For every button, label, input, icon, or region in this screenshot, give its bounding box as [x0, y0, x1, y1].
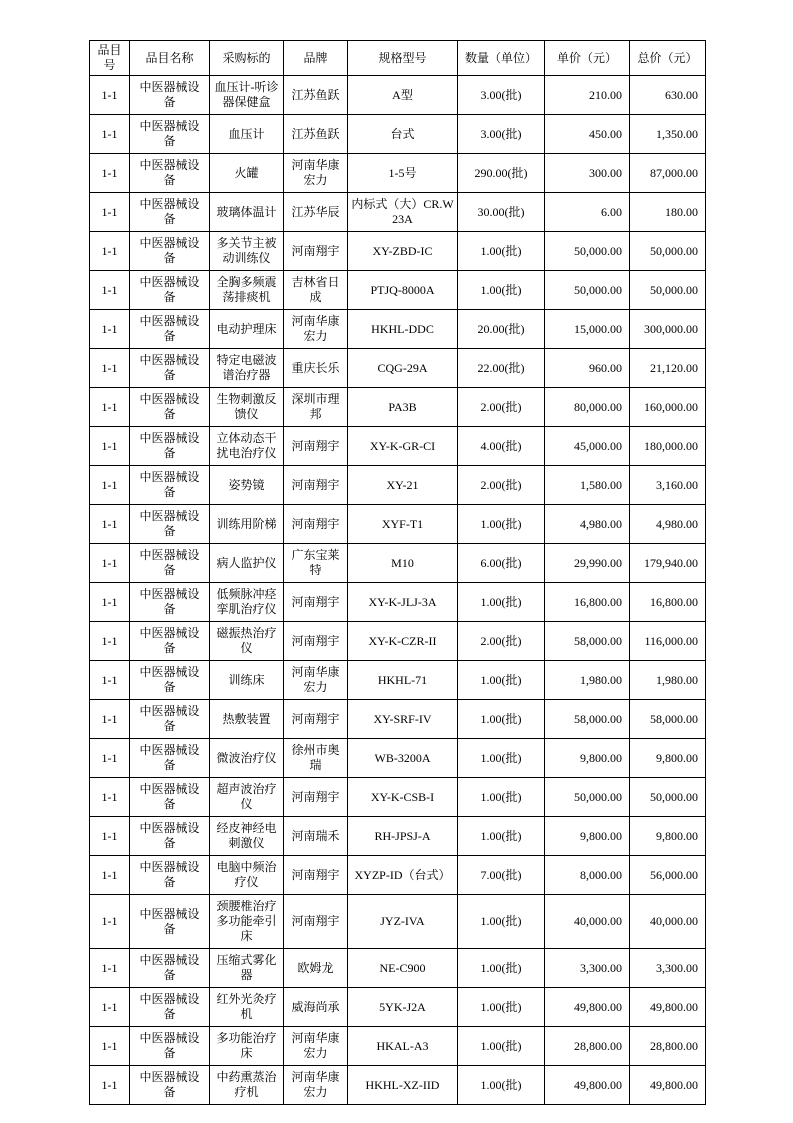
- cell-item-name: 中医器械设备: [130, 817, 210, 856]
- cell-subject: 压缩式雾化器: [210, 949, 284, 988]
- cell-item-name: 中医器械设备: [130, 349, 210, 388]
- cell-item-name: 中医器械设备: [130, 505, 210, 544]
- cell-quantity: 1.00(批): [458, 232, 545, 271]
- cell-subject: 病人监护仪: [210, 544, 284, 583]
- cell-quantity: 22.00(批): [458, 349, 545, 388]
- table-row: [90, 544, 706, 583]
- cell-quantity: 7.00(批): [458, 856, 545, 895]
- cell-model: HKHL-DDC: [348, 310, 458, 349]
- table-row: [90, 427, 706, 466]
- table-row: [90, 949, 706, 988]
- cell-subject: 热敷装置: [210, 700, 284, 739]
- cell-total-price: 300,000.00: [630, 310, 706, 349]
- cell-item-name: 中医器械设备: [130, 700, 210, 739]
- cell-model: RH-JPSJ-A: [348, 817, 458, 856]
- cell-item-no: 1-1: [90, 427, 130, 466]
- table-row: [90, 310, 706, 349]
- cell-brand: 河南翔宇: [284, 466, 348, 505]
- cell-unit-price: 6.00: [545, 193, 630, 232]
- cell-brand: 河南翔宇: [284, 622, 348, 661]
- cell-brand: 河南翔宇: [284, 505, 348, 544]
- cell-model: WB-3200A: [348, 739, 458, 778]
- table-row: [90, 700, 706, 739]
- cell-subject: 微波治疗仪: [210, 739, 284, 778]
- cell-total-price: 116,000.00: [630, 622, 706, 661]
- cell-unit-price: 9,800.00: [545, 739, 630, 778]
- header-total-price: 总价（元）: [630, 41, 706, 76]
- cell-item-name: 中医器械设备: [130, 739, 210, 778]
- cell-model: XY-K-CSB-I: [348, 778, 458, 817]
- cell-brand: 河南华康宏力: [284, 154, 348, 193]
- cell-quantity: 3.00(批): [458, 76, 545, 115]
- cell-item-name: 中医器械设备: [130, 778, 210, 817]
- cell-item-no: 1-1: [90, 193, 130, 232]
- cell-total-price: 49,800.00: [630, 1066, 706, 1105]
- cell-unit-price: 8,000.00: [545, 856, 630, 895]
- cell-unit-price: 80,000.00: [545, 388, 630, 427]
- cell-item-name: 中医器械设备: [130, 895, 210, 949]
- cell-unit-price: 50,000.00: [545, 271, 630, 310]
- cell-item-no: 1-1: [90, 310, 130, 349]
- cell-unit-price: 450.00: [545, 115, 630, 154]
- cell-brand: 河南翔宇: [284, 427, 348, 466]
- cell-subject: 训练用阶梯: [210, 505, 284, 544]
- cell-model: XY-SRF-IV: [348, 700, 458, 739]
- cell-model: HKHL-XZ-IID: [348, 1066, 458, 1105]
- cell-quantity: 1.00(批): [458, 988, 545, 1027]
- cell-item-no: 1-1: [90, 739, 130, 778]
- cell-quantity: 1.00(批): [458, 271, 545, 310]
- cell-total-price: 4,980.00: [630, 505, 706, 544]
- cell-item-no: 1-1: [90, 115, 130, 154]
- cell-quantity: 3.00(批): [458, 115, 545, 154]
- cell-model: XY-K-CZR-II: [348, 622, 458, 661]
- cell-item-no: 1-1: [90, 622, 130, 661]
- cell-item-name: 中医器械设备: [130, 949, 210, 988]
- cell-unit-price: 960.00: [545, 349, 630, 388]
- cell-model: HKAL-A3: [348, 1027, 458, 1066]
- cell-model: XY-ZBD-IC: [348, 232, 458, 271]
- cell-unit-price: 49,800.00: [545, 1066, 630, 1105]
- cell-unit-price: 210.00: [545, 76, 630, 115]
- cell-model: 内标式（大）CR.W23A: [348, 193, 458, 232]
- cell-unit-price: 58,000.00: [545, 622, 630, 661]
- cell-brand: 吉林省日成: [284, 271, 348, 310]
- header-item-no: 品目号: [90, 41, 130, 76]
- cell-item-no: 1-1: [90, 232, 130, 271]
- table-row: [90, 154, 706, 193]
- table-row: [90, 661, 706, 700]
- cell-subject: 特定电磁波谱治疗器: [210, 349, 284, 388]
- cell-item-no: 1-1: [90, 544, 130, 583]
- cell-subject: 超声波治疗仪: [210, 778, 284, 817]
- cell-total-price: 21,120.00: [630, 349, 706, 388]
- cell-quantity: 30.00(批): [458, 193, 545, 232]
- cell-brand: 广东宝莱特: [284, 544, 348, 583]
- cell-quantity: 1.00(批): [458, 778, 545, 817]
- cell-subject: 电动护理床: [210, 310, 284, 349]
- cell-model: 5YK-J2A: [348, 988, 458, 1027]
- cell-quantity: 4.00(批): [458, 427, 545, 466]
- cell-model: CQG-29A: [348, 349, 458, 388]
- cell-quantity: 1.00(批): [458, 949, 545, 988]
- cell-item-name: 中医器械设备: [130, 856, 210, 895]
- table-row: [90, 895, 706, 949]
- cell-subject: 红外光灸疗机: [210, 988, 284, 1027]
- table-row: [90, 388, 706, 427]
- cell-item-no: 1-1: [90, 583, 130, 622]
- cell-model: XY-21: [348, 466, 458, 505]
- table-row: [90, 76, 706, 115]
- cell-item-name: 中医器械设备: [130, 232, 210, 271]
- cell-brand: 河南翔宇: [284, 583, 348, 622]
- cell-total-price: 3,160.00: [630, 466, 706, 505]
- cell-unit-price: 3,300.00: [545, 949, 630, 988]
- cell-brand: 重庆长乐: [284, 349, 348, 388]
- cell-item-no: 1-1: [90, 1066, 130, 1105]
- cell-brand: 河南华康宏力: [284, 1066, 348, 1105]
- cell-total-price: 50,000.00: [630, 778, 706, 817]
- cell-quantity: 1.00(批): [458, 739, 545, 778]
- table-header-row: [90, 41, 706, 76]
- cell-total-price: 9,800.00: [630, 817, 706, 856]
- table-row: [90, 193, 706, 232]
- cell-quantity: 1.00(批): [458, 1027, 545, 1066]
- cell-unit-price: 50,000.00: [545, 232, 630, 271]
- table-row: [90, 739, 706, 778]
- table-row: [90, 271, 706, 310]
- cell-total-price: 9,800.00: [630, 739, 706, 778]
- cell-item-name: 中医器械设备: [130, 1027, 210, 1066]
- cell-quantity: 1.00(批): [458, 895, 545, 949]
- cell-item-name: 中医器械设备: [130, 1066, 210, 1105]
- cell-subject: 生物刺激反馈仪: [210, 388, 284, 427]
- table-row: [90, 1066, 706, 1105]
- cell-total-price: 630.00: [630, 76, 706, 115]
- table-row: [90, 1027, 706, 1066]
- cell-quantity: 1.00(批): [458, 505, 545, 544]
- cell-brand: 河南翔宇: [284, 700, 348, 739]
- cell-subject: 训练床: [210, 661, 284, 700]
- cell-model: M10: [348, 544, 458, 583]
- cell-item-name: 中医器械设备: [130, 427, 210, 466]
- cell-unit-price: 49,800.00: [545, 988, 630, 1027]
- cell-model: XY-K-GR-CI: [348, 427, 458, 466]
- table-row: [90, 583, 706, 622]
- cell-total-price: 3,300.00: [630, 949, 706, 988]
- cell-unit-price: 9,800.00: [545, 817, 630, 856]
- cell-total-price: 50,000.00: [630, 232, 706, 271]
- table-body: [90, 76, 706, 1105]
- cell-unit-price: 1,980.00: [545, 661, 630, 700]
- cell-item-name: 中医器械设备: [130, 154, 210, 193]
- header-item-name: 品目名称: [130, 41, 210, 76]
- cell-item-name: 中医器械设备: [130, 661, 210, 700]
- cell-item-name: 中医器械设备: [130, 466, 210, 505]
- cell-model: PA3B: [348, 388, 458, 427]
- cell-quantity: 2.00(批): [458, 466, 545, 505]
- cell-subject: 火罐: [210, 154, 284, 193]
- cell-total-price: 28,800.00: [630, 1027, 706, 1066]
- header-unit-price: 单价（元）: [545, 41, 630, 76]
- cell-item-name: 中医器械设备: [130, 544, 210, 583]
- cell-unit-price: 58,000.00: [545, 700, 630, 739]
- table-row: [90, 115, 706, 154]
- cell-subject: 玻璃体温计: [210, 193, 284, 232]
- cell-quantity: 1.00(批): [458, 661, 545, 700]
- cell-total-price: 56,000.00: [630, 856, 706, 895]
- table-row: [90, 778, 706, 817]
- cell-quantity: 2.00(批): [458, 388, 545, 427]
- cell-item-no: 1-1: [90, 949, 130, 988]
- cell-item-name: 中医器械设备: [130, 76, 210, 115]
- cell-unit-price: 1,580.00: [545, 466, 630, 505]
- cell-item-no: 1-1: [90, 988, 130, 1027]
- cell-total-price: 16,800.00: [630, 583, 706, 622]
- cell-item-no: 1-1: [90, 856, 130, 895]
- cell-item-name: 中医器械设备: [130, 583, 210, 622]
- cell-subject: 低频脉冲痉挛肌治疗仪: [210, 583, 284, 622]
- cell-model: XYF-T1: [348, 505, 458, 544]
- cell-brand: 徐州市奥瑞: [284, 739, 348, 778]
- header-brand: 品牌: [284, 41, 348, 76]
- cell-unit-price: 40,000.00: [545, 895, 630, 949]
- cell-subject: 电脑中频治疗仪: [210, 856, 284, 895]
- cell-brand: 河南翔宇: [284, 232, 348, 271]
- cell-item-no: 1-1: [90, 505, 130, 544]
- cell-quantity: 1.00(批): [458, 1066, 545, 1105]
- cell-subject: 中药熏蒸治疗机: [210, 1066, 284, 1105]
- cell-total-price: 180.00: [630, 193, 706, 232]
- cell-item-no: 1-1: [90, 271, 130, 310]
- cell-brand: 欧姆龙: [284, 949, 348, 988]
- cell-brand: 江苏鱼跃: [284, 76, 348, 115]
- cell-model: HKHL-71: [348, 661, 458, 700]
- cell-total-price: 1,980.00: [630, 661, 706, 700]
- cell-item-name: 中医器械设备: [130, 193, 210, 232]
- cell-brand: 河南翔宇: [284, 856, 348, 895]
- cell-item-no: 1-1: [90, 466, 130, 505]
- cell-unit-price: 4,980.00: [545, 505, 630, 544]
- table-row: [90, 622, 706, 661]
- header-model: 规格型号: [348, 41, 458, 76]
- cell-model: A型: [348, 76, 458, 115]
- cell-item-no: 1-1: [90, 817, 130, 856]
- cell-total-price: 49,800.00: [630, 988, 706, 1027]
- cell-subject: 血压计: [210, 115, 284, 154]
- cell-total-price: 40,000.00: [630, 895, 706, 949]
- cell-unit-price: 29,990.00: [545, 544, 630, 583]
- cell-item-no: 1-1: [90, 700, 130, 739]
- cell-item-name: 中医器械设备: [130, 622, 210, 661]
- cell-brand: 河南华康宏力: [284, 310, 348, 349]
- cell-subject: 立体动态干扰电治疗仪: [210, 427, 284, 466]
- cell-unit-price: 45,000.00: [545, 427, 630, 466]
- cell-item-no: 1-1: [90, 1027, 130, 1066]
- cell-model: NE-C900: [348, 949, 458, 988]
- header-subject: 采购标的: [210, 41, 284, 76]
- cell-brand: 河南翔宇: [284, 778, 348, 817]
- cell-subject: 多功能治疗床: [210, 1027, 284, 1066]
- table-row: [90, 232, 706, 271]
- procurement-table: [89, 40, 706, 1105]
- cell-item-name: 中医器械设备: [130, 988, 210, 1027]
- cell-model: 1-5号: [348, 154, 458, 193]
- cell-item-no: 1-1: [90, 154, 130, 193]
- cell-quantity: 1.00(批): [458, 700, 545, 739]
- cell-model: XYZP-ID（台式）: [348, 856, 458, 895]
- table-row: [90, 349, 706, 388]
- cell-total-price: 87,000.00: [630, 154, 706, 193]
- cell-item-no: 1-1: [90, 778, 130, 817]
- cell-total-price: 58,000.00: [630, 700, 706, 739]
- cell-item-name: 中医器械设备: [130, 388, 210, 427]
- cell-total-price: 1,350.00: [630, 115, 706, 154]
- cell-item-no: 1-1: [90, 349, 130, 388]
- procurement-table-container: [89, 40, 705, 1105]
- cell-item-no: 1-1: [90, 895, 130, 949]
- cell-total-price: 50,000.00: [630, 271, 706, 310]
- cell-brand: 河南瑞禾: [284, 817, 348, 856]
- cell-model: JYZ-IVA: [348, 895, 458, 949]
- cell-quantity: 1.00(批): [458, 817, 545, 856]
- cell-quantity: 2.00(批): [458, 622, 545, 661]
- cell-brand: 河南华康宏力: [284, 1027, 348, 1066]
- header-quantity: 数量（单位）: [458, 41, 545, 76]
- cell-quantity: 20.00(批): [458, 310, 545, 349]
- cell-subject: 多关节主被动训练仪: [210, 232, 284, 271]
- cell-item-no: 1-1: [90, 76, 130, 115]
- cell-subject: 颈腰椎治疗多功能牵引床: [210, 895, 284, 949]
- cell-model: PTJQ-8000A: [348, 271, 458, 310]
- table-row: [90, 856, 706, 895]
- cell-subject: 全胸多频震荡排痰机: [210, 271, 284, 310]
- cell-brand: 江苏鱼跃: [284, 115, 348, 154]
- cell-item-name: 中医器械设备: [130, 271, 210, 310]
- cell-total-price: 160,000.00: [630, 388, 706, 427]
- cell-brand: 河南翔宇: [284, 895, 348, 949]
- cell-total-price: 180,000.00: [630, 427, 706, 466]
- table-row: [90, 466, 706, 505]
- cell-unit-price: 28,800.00: [545, 1027, 630, 1066]
- cell-brand: 威海尚承: [284, 988, 348, 1027]
- cell-item-no: 1-1: [90, 388, 130, 427]
- cell-brand: 河南华康宏力: [284, 661, 348, 700]
- cell-unit-price: 15,000.00: [545, 310, 630, 349]
- cell-subject: 姿势镜: [210, 466, 284, 505]
- cell-brand: 深圳市理邦: [284, 388, 348, 427]
- cell-subject: 磁振热治疗仪: [210, 622, 284, 661]
- cell-unit-price: 50,000.00: [545, 778, 630, 817]
- cell-item-no: 1-1: [90, 661, 130, 700]
- cell-unit-price: 300.00: [545, 154, 630, 193]
- cell-total-price: 179,940.00: [630, 544, 706, 583]
- cell-item-name: 中医器械设备: [130, 310, 210, 349]
- cell-model: 台式: [348, 115, 458, 154]
- cell-quantity: 6.00(批): [458, 544, 545, 583]
- cell-quantity: 290.00(批): [458, 154, 545, 193]
- table-row: [90, 505, 706, 544]
- cell-item-name: 中医器械设备: [130, 115, 210, 154]
- cell-subject: 经皮神经电刺激仪: [210, 817, 284, 856]
- cell-unit-price: 16,800.00: [545, 583, 630, 622]
- cell-subject: 血压计-听诊器保健盒: [210, 76, 284, 115]
- cell-quantity: 1.00(批): [458, 583, 545, 622]
- cell-model: XY-K-JLJ-3A: [348, 583, 458, 622]
- table-row: [90, 817, 706, 856]
- table-row: [90, 988, 706, 1027]
- cell-brand: 江苏华辰: [284, 193, 348, 232]
